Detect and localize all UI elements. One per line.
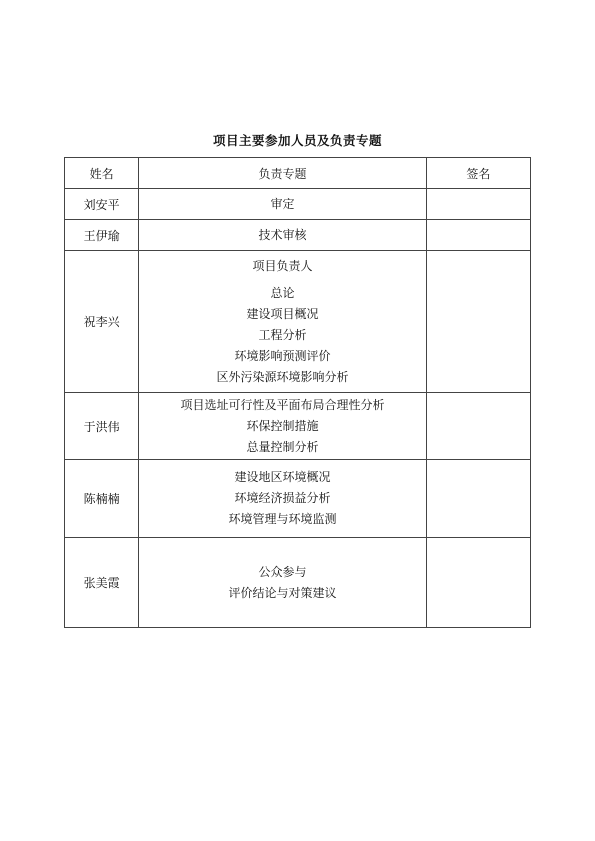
name-cell: 陈楠楠 [65, 460, 139, 538]
topic-item: 审定 [270, 196, 295, 211]
signature-cell [426, 460, 530, 538]
page-title: 项目主要参加人员及负责专题 [212, 133, 382, 148]
table-row [65, 393, 531, 460]
topic-item: 建设项目概况 [246, 306, 319, 321]
name-cell: 刘安平 [65, 189, 139, 220]
topic-cell [139, 460, 427, 538]
topic-cell [139, 220, 427, 251]
signature-cell [426, 220, 530, 251]
topic-item: 公众参与 [258, 564, 307, 579]
table-row [65, 189, 531, 220]
table-row [65, 220, 531, 251]
topic-item: 评价结论与对策建议 [228, 585, 337, 600]
signature-cell [426, 538, 530, 628]
name-cell: 张美霞 [65, 538, 139, 628]
topic-cell [139, 538, 427, 628]
topic-item: 区外污染源环境影响分析 [216, 369, 349, 384]
topic-cell [139, 251, 427, 393]
table-header-row [65, 158, 531, 189]
table-row [65, 251, 531, 393]
topic-item: 总论 [270, 285, 295, 300]
topic-item: 技术审核 [258, 227, 307, 242]
name-cell: 祝李兴 [65, 251, 139, 393]
topic-item: 项目负责人 [252, 258, 313, 273]
topic-item: 项目选址可行性及平面布局合理性分析 [180, 397, 385, 412]
topic-item: 环保控制措施 [246, 418, 319, 433]
name-cell: 于洪伟 [65, 393, 139, 460]
header-name: 姓名 [65, 158, 139, 189]
staff-table [64, 157, 531, 628]
topic-item: 环境管理与环境监测 [228, 512, 337, 526]
topic-item: 工程分析 [258, 327, 307, 342]
name-cell: 王伊瑜 [65, 220, 139, 251]
signature-cell [426, 393, 530, 460]
topic-item: 环境经济损益分析 [234, 491, 331, 505]
header-topic: 负责专题 [139, 158, 427, 189]
signature-cell [426, 189, 530, 220]
topic-item: 建设地区环境概况 [234, 470, 331, 484]
header-sign: 签名 [426, 158, 530, 189]
topic-item: 总量控制分析 [246, 439, 319, 454]
topic-item: 环境影响预测评价 [234, 348, 331, 363]
table-row [65, 460, 531, 538]
topic-cell [139, 393, 427, 460]
topic-cell [139, 189, 427, 220]
signature-cell [426, 251, 530, 393]
table-row [65, 538, 531, 628]
